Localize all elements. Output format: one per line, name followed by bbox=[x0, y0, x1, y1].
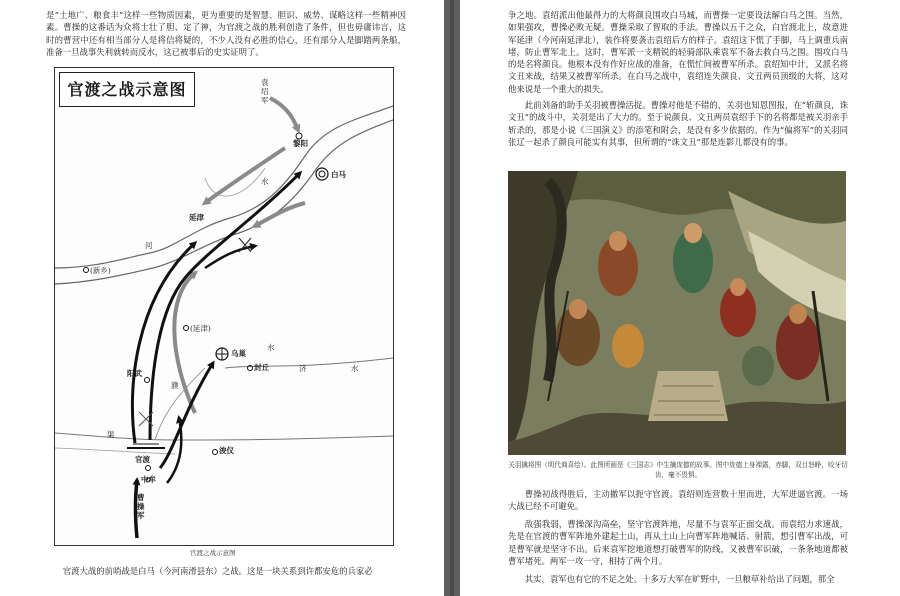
cao-arrow-wuchao bbox=[160, 363, 213, 468]
map-caption: 官渡之战示意图 bbox=[190, 549, 236, 557]
river-bank-south bbox=[55, 120, 393, 284]
label-cao-army: 曹操军 bbox=[137, 493, 145, 520]
label-yanjin-paren: (延津) bbox=[190, 324, 211, 333]
paragraph: 是“土地广、粮食丰”这样一些物质因素，更为重要的是智慧、胆识、威势、谋略这样一些精神因素。曹操的这番话为众将士壮了胆、定了神，为官渡之战的胜利创造了条件，但也毋庸讳言，这时的曹营中还有相当部分人是将信将疑的，不少人没有必胜的信心，还有部分人是脚踏两条船，准备一旦战事失利就转而反水，这已被事后的史实证明了。 bbox=[46, 10, 406, 57]
map-title: 官渡之战示意图 bbox=[59, 72, 195, 107]
label-ji: 济 bbox=[299, 364, 307, 373]
right-paragraph-5 bbox=[508, 573, 848, 585]
label-xinxiang: (新乡) bbox=[90, 266, 111, 275]
label-yangwu: 阳武 bbox=[127, 369, 142, 378]
left-bottom-paragraph bbox=[46, 565, 406, 577]
label-yanjin: 延津 bbox=[189, 213, 204, 222]
right-paragraph-4 bbox=[508, 518, 848, 567]
battle-map bbox=[54, 67, 394, 546]
battle-marker-yanjin bbox=[239, 238, 251, 252]
paragraph: 敌强我弱，曹操深沟高垒，坚守官渡阵地，尽量不与袁军正面交战。而袁绍力求速战，先是在官渡的曹军阵地外建起土山，再从土山上向曹军阵地喊话、射箭，想引曹军出战，可是曹军就是坚守不出。后来袁军挖地道想打破曹军的防线，又被曹军识破，一条条地道都被曹军堵死。两军一攻一守，相持了两个月。 bbox=[508, 519, 848, 566]
city-xinxiang bbox=[84, 268, 89, 273]
yuan-arrow-1 bbox=[270, 98, 298, 130]
right-paragraph-3 bbox=[508, 488, 848, 513]
city-baima bbox=[316, 168, 328, 180]
label-baima: 白马 bbox=[331, 170, 346, 179]
left-page bbox=[0, 0, 444, 596]
label-shui-1: 水 bbox=[261, 177, 269, 186]
paragraph: 官渡大战的前哨战是白马（今河南滑县东）之战。这是一块关系到许都安危的兵家必 bbox=[62, 566, 373, 576]
paragraph: 其实，袁军也有它的不足之处。十多万大军在旷野中，一旦粮草补给出了问题，那全 bbox=[524, 574, 835, 584]
label-zhongmu: 中牟 bbox=[141, 475, 156, 484]
painting-caption: 关羽擒将图（明代商喜绘）。此图所画是《三国志》中生擒庞德的故事。图中庞德上身裸露，赤脚，双目怒睁，咬牙切齿，毫不畏惧。 bbox=[508, 461, 848, 479]
label-pu: 濮 bbox=[171, 381, 179, 390]
yuan-arrow-4 bbox=[174, 273, 195, 413]
paragraph: 争之地。袁绍派出他最得力的大将颜良围攻白马城，而曹操一定要设法解白马之围。当然，如果强攻，曹操必败无疑。曹操采取了智取的手法。曹操以五千之众，白官渡北上，故意进军延津（今河南延津北），装作将要袭击袁绍后方的样子。袁绍这下慌了手脚，马上调重兵南堵，防止曹军北上。这时，曹军派一支精锐的轻骑部队乘袁军不备去救白马之围。围攻白马的是名将颜良。他根本没有作好应战的准备，在慌忙间被曹军所杀。袁绍知中计，又派名将文丑来战，结果又被曹军所杀。在白马之战中，袁绍连失颜良、文丑两员顶级的大将，这对他来说是一个重大的损失。 bbox=[508, 10, 848, 94]
paragraph: 此前刘备的助手关羽被曹操活捉。曹操对他是不错的，关羽也知恩图报，在“斩颜良，诛文丑”的战斗中，关羽是出了大力的。至于说颜良、文丑两员袁绍手下的名将都是被关羽亲手斩杀的，那是小说《三国演义》的添笔和附会，是没有多少依据的。作为“偏将军”的关羽同张辽一起杀了颜良可能实有其事，但所谓的“诛文丑”那是连影儿都没有的事。 bbox=[508, 100, 848, 147]
label-qu: 渠 bbox=[107, 430, 115, 439]
label-shui-2: 水 bbox=[351, 364, 359, 373]
painting-guan-yu-capturing-general bbox=[508, 171, 846, 455]
map-graphic bbox=[55, 68, 393, 545]
label-he: 河 bbox=[145, 241, 153, 250]
ji-river bbox=[225, 358, 393, 368]
city-yanjin bbox=[184, 326, 189, 331]
right-paragraph-2 bbox=[508, 99, 848, 148]
label-liyang: 黎阳 bbox=[293, 139, 308, 148]
city-guandu bbox=[146, 466, 151, 471]
paragraph: 曹操初战得胜后，主动撤军以扼守官渡。袁绍则连营数十里而进，大军进逼官渡。一场大战已经不可避免。 bbox=[508, 489, 848, 512]
label-shui-3: 水 bbox=[267, 343, 275, 352]
painting-image bbox=[508, 171, 846, 455]
left-top-paragraph bbox=[46, 9, 406, 58]
label-yuan-army: 袁绍军 bbox=[261, 78, 269, 105]
right-paragraph-1 bbox=[508, 9, 848, 95]
label-fengqiu: 封丘 bbox=[254, 363, 269, 372]
book-gutter bbox=[444, 0, 460, 596]
city-junyi bbox=[213, 450, 218, 455]
label-guandu: 官渡 bbox=[135, 455, 150, 464]
label-wuchao: 乌巢 bbox=[231, 349, 246, 358]
qu-canal bbox=[55, 430, 393, 440]
label-junyi: 浚仪 bbox=[219, 446, 234, 455]
city-yangwu bbox=[145, 378, 150, 383]
